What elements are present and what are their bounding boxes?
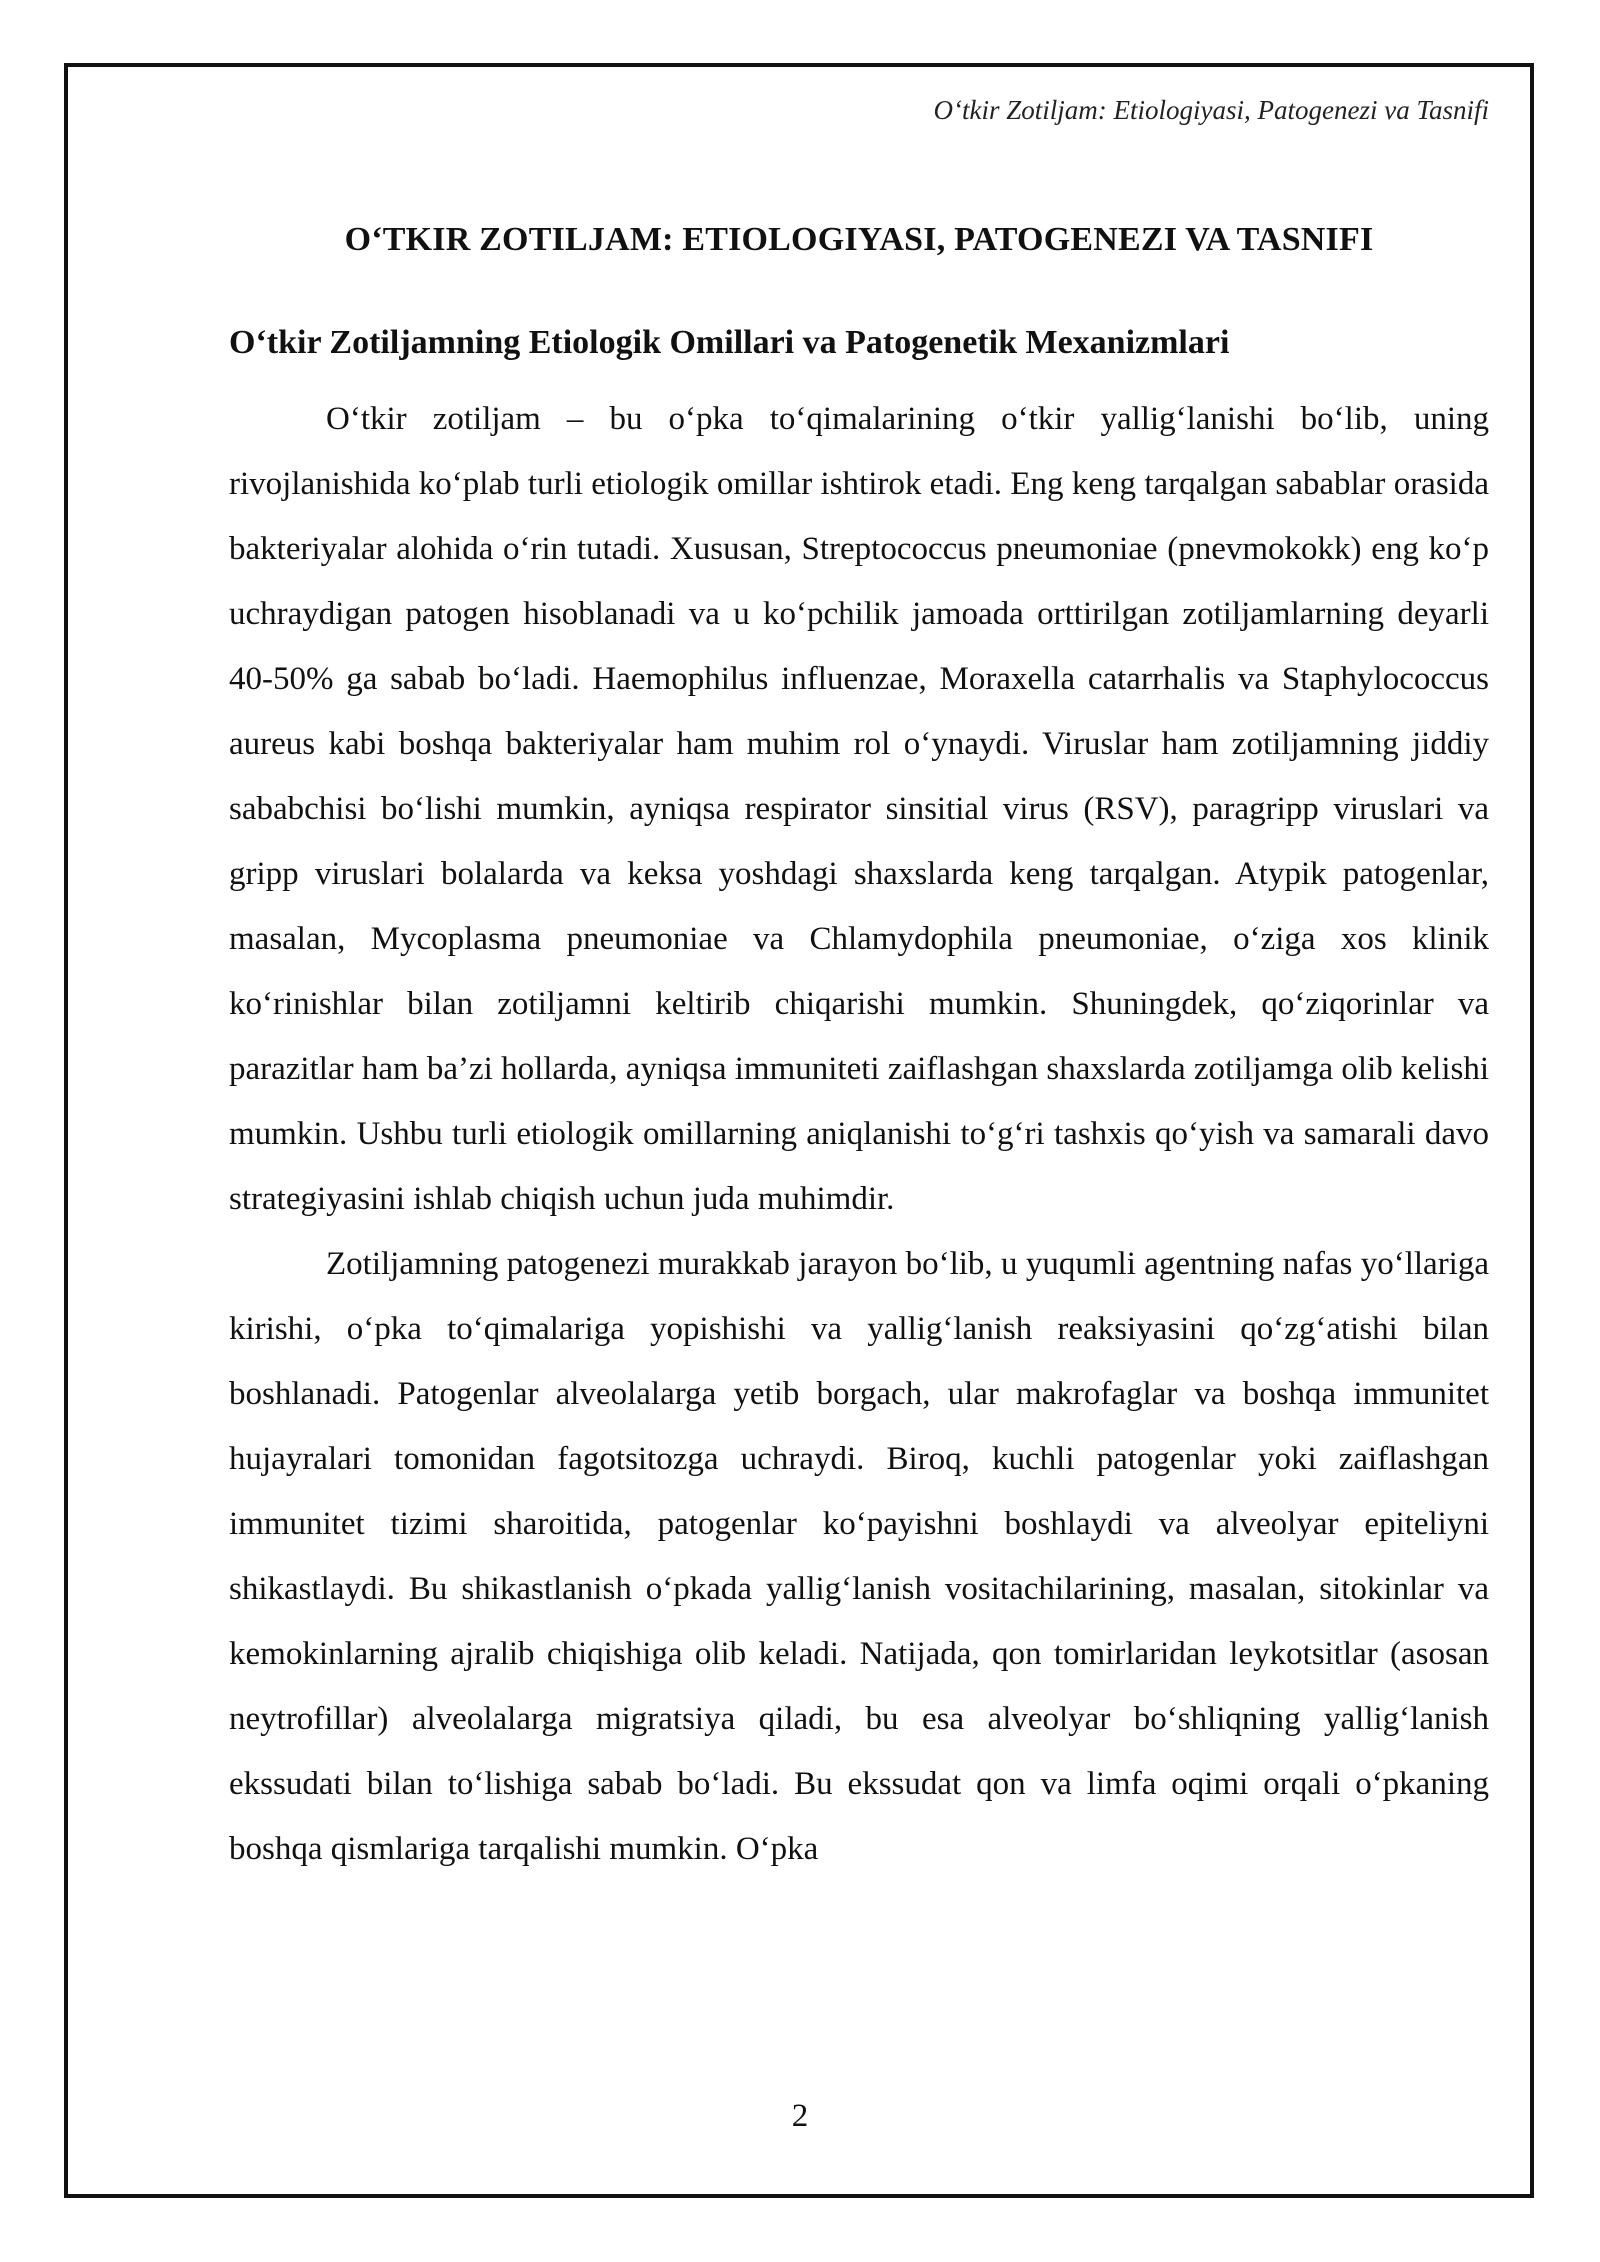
- running-header: O‘tkir Zotiljam: Etiologiyasi, Patogenezi va Tasnifi: [933, 95, 1489, 125]
- document-title: O‘TKIR ZOTILJAM: ETIOLOGIYASI, PATOGENEZI VA TASNIFI: [344, 221, 1374, 258]
- paragraph-etiology: O‘tkir zotiljam – bu o‘pka to‘qimalarining o‘tkir yallig‘lanishi bo‘lib, uning rivojlanishida ko‘plab turli etiologik omillar ishtirok etadi. Eng keng tarqalgan sabablar orasida bakteriyalar alohida o‘rin tutadi. Xususan, Streptococcus pneumoniae (pnevmokokk) eng ko‘p uchraydigan patogen hisoblanadi va u ko‘pchilik jamoada orttirilgan zotiljamlarning deyarli 40-50% ga sabab bo‘ladi. Haemophilus influenzae, Moraxella catarrhalis va Staphylococcus aureus kabi boshqa bakteriyalar ham muhim rol o‘ynaydi. Viruslar ham zotiljamning jiddiy sababchisi bo‘lishi mumkin, ayniqsa respirator sinsitial virus (RSV), paragripp viruslari va gripp viruslari bolalarda va keksa yoshdagi shaxslarda keng tarqalgan. Atypik patogenlar, masalan, Mycoplasma pneumoniae va Chlamydophila pneumoniae, o‘ziga xos klinik ko‘rinishlar bilan zotiljamni keltirib chiqarishi mumkin. Shuningdek, qo‘ziqorinlar va parazitlar ham ba’zi hollarda, ayniqsa immuniteti zaiflashgan shaxslarda zotiljamga olib kelishi mumkin. Ushbu turli etiologik omillarning aniqlanishi to‘g‘ri tashxis qo‘yish va samarali davo strategiyasini ishlab chiqish uchun juda muhimdir.: [229, 401, 1489, 1217]
- document-body: [229, 210, 1489, 1882]
- paragraph-pathogenesis: Zotiljamning patogenezi murakkab jarayon bo‘lib, u yuqumli agentning nafas yo‘llariga kirishi, o‘pka to‘qimalariga yopishishi va yallig‘lanish reaksiyasini qo‘zg‘atishi bilan boshlanadi. Patogenlar alveolalarga yetib borgach, ular makrofaglar va boshqa immunitet hujayralari tomonidan fagotsitozga uchraydi. Biroq, kuchli patogenlar yoki zaiflashgan immunitet tizimi sharoitida, patogenlar ko‘payishni boshlaydi va alveolyar epiteliyni shikastlaydi. Bu shikastlanish o‘pkada yallig‘lanish vositachilarining, masalan, sitokinlar va kemokinlarning ajralib chiqishiga olib keladi. Natijada, qon tomirlaridan leykotsitlar (asosan neytrofillar) alveolalarga migratsiya qiladi, bu esa alveolyar bo‘shliqning yallig‘lanish ekssudati bilan to‘lishiga sabab bo‘ladi. Bu ekssudat qon va limfa oqimi orqali o‘pkaning boshqa qismlariga tarqalishi mumkin. O‘pka: [229, 1246, 1489, 1867]
- page-number: 2: [791, 2098, 809, 2134]
- section-heading: O‘tkir Zotiljamning Etiologik Omillari va Patogenetik Mexanizmlari: [229, 324, 1230, 361]
